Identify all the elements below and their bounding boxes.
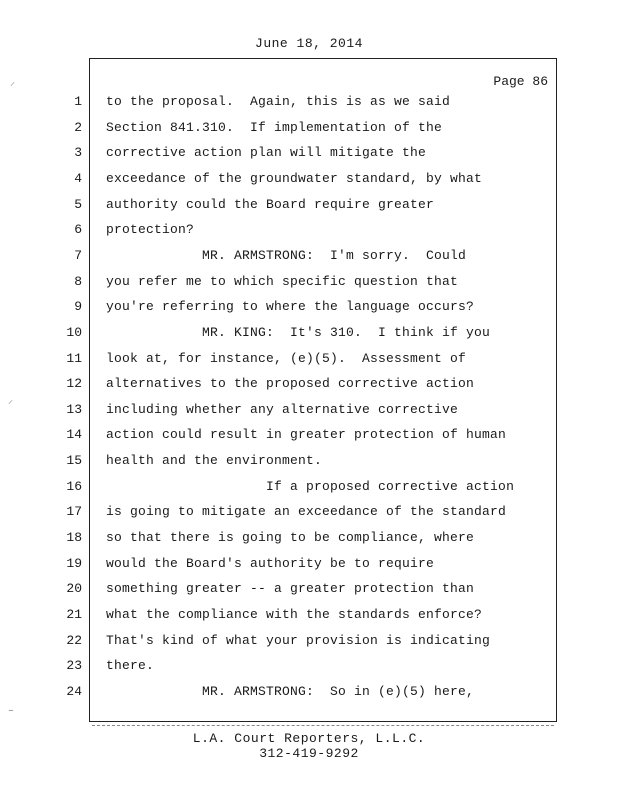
line-number: 23: [66, 658, 82, 673]
transcript-line: That's kind of what your provision is indicating: [106, 633, 491, 648]
line-number: 21: [66, 607, 82, 622]
line-number: 16: [66, 479, 82, 494]
line-number: 9: [74, 299, 82, 314]
line-number: 24: [66, 684, 82, 699]
transcript-line: alternatives to the proposed corrective action: [106, 376, 475, 391]
scan-mark: ⸝: [10, 78, 15, 89]
line-number: 12: [66, 376, 82, 391]
line-number: 11: [66, 351, 82, 366]
transcript-line: to the proposal. Again, this is as we said: [106, 94, 451, 109]
transcript-line: If a proposed corrective action: [106, 479, 515, 494]
transcript-line: Section 841.310. If implementation of the: [106, 120, 443, 135]
transcript-line: is going to mitigate an exceedance of the standard: [106, 504, 507, 519]
line-number: 8: [74, 274, 82, 289]
line-number: 17: [66, 504, 82, 519]
line-number: 19: [66, 556, 82, 571]
line-number: 1: [74, 94, 82, 109]
line-number: 6: [74, 222, 82, 237]
transcript-line: exceedance of the groundwater standard, by what: [106, 171, 483, 186]
transcript-line: corrective action plan will mitigate the: [106, 145, 427, 160]
transcript-line: health and the environment.: [106, 453, 323, 468]
transcript-line: you're referring to where the language occurs?: [106, 299, 475, 314]
line-number: 14: [66, 427, 82, 442]
line-number: 4: [74, 171, 82, 186]
line-number: 2: [74, 120, 82, 135]
transcript-line: what the compliance with the standards enforce?: [106, 607, 483, 622]
scan-mark: ⸝: [8, 396, 13, 407]
transcript-line: MR. KING: It's 310. I think if you: [106, 325, 491, 340]
line-number: 5: [74, 197, 82, 212]
court-reporter-phone: 312-419-9292: [259, 746, 359, 761]
transcript-line: authority could the Board require greater: [106, 197, 435, 212]
scan-mark: –: [8, 706, 15, 717]
line-number: 15: [66, 453, 82, 468]
transcript-line: including whether any alternative corrective: [106, 402, 459, 417]
line-number: 13: [66, 402, 82, 417]
transcript-line: you refer me to which specific question that: [106, 274, 459, 289]
line-number: 3: [74, 145, 82, 160]
transcript-line: so that there is going to be compliance, where: [106, 530, 475, 545]
transcript-date: June 18, 2014: [255, 36, 363, 51]
line-number: 22: [66, 633, 82, 648]
transcript-line: there.: [106, 658, 155, 673]
transcript-line: MR. ARMSTRONG: So in (e)(5) here,: [106, 684, 475, 699]
transcript-line: look at, for instance, (e)(5). Assessment of: [106, 351, 467, 366]
transcript-line: would the Board's authority be to require: [106, 556, 435, 571]
transcript-line: action could result in greater protection of human: [106, 427, 507, 442]
court-reporter-name: L.A. Court Reporters, L.L.C.: [192, 731, 426, 746]
line-number: 10: [66, 325, 82, 340]
page-number: Page 86: [493, 74, 548, 89]
transcript-line: protection?: [106, 222, 195, 237]
transcript-line: MR. ARMSTRONG: I'm sorry. Could: [106, 248, 467, 263]
line-number: 20: [66, 581, 82, 596]
transcript-line: something greater -- a greater protection than: [106, 581, 475, 596]
line-number: 18: [66, 530, 82, 545]
line-number: 7: [74, 248, 82, 263]
